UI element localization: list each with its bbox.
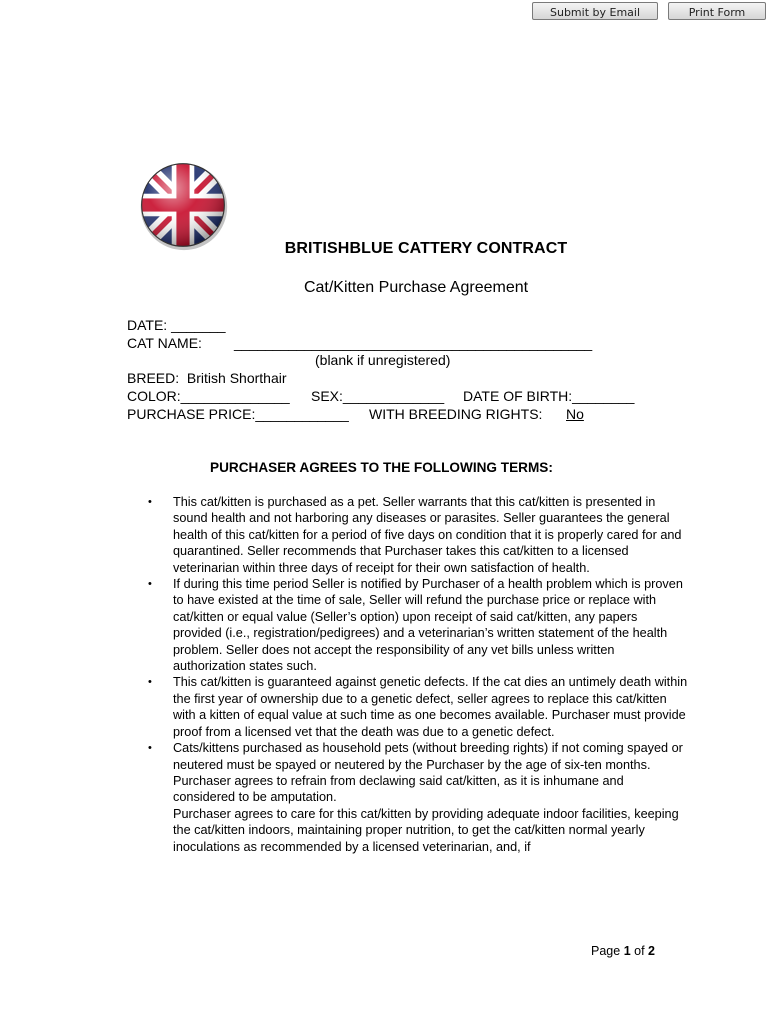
page-of: of xyxy=(634,944,645,958)
print-form-button[interactable]: Print Form xyxy=(668,2,766,20)
list-item xyxy=(148,740,688,855)
date-of-birth-field[interactable]: DATE OF BIRTH:________ xyxy=(463,388,635,404)
sex-field[interactable]: SEX:_____________ xyxy=(311,388,445,404)
document-subtitle: Cat/Kitten Purchase Agreement xyxy=(303,279,529,296)
union-jack-flag-icon xyxy=(136,158,230,252)
document-title: BRITISHBLUE CATTERY CONTRACT xyxy=(284,240,568,257)
color-field[interactable]: COLOR:______________ xyxy=(127,388,290,404)
page-number xyxy=(591,944,655,958)
cat-name-field[interactable]: ______________________________________________ xyxy=(234,335,593,351)
page-current: 1 xyxy=(623,944,631,958)
breeding-rights-label: WITH BREEDING RIGHTS: xyxy=(369,406,543,422)
breed-text: BREED: British Shorthair xyxy=(127,370,287,386)
terms-heading: PURCHASER AGREES TO THE FOLLOWING TERMS: xyxy=(210,460,553,475)
breeding-rights-value[interactable]: No xyxy=(566,406,584,422)
submit-by-email-button[interactable]: Submit by Email xyxy=(532,2,658,20)
purchase-price-field[interactable]: PURCHASE PRICE:____________ xyxy=(127,406,349,422)
page-label: Page xyxy=(591,944,621,958)
term-paragraph: Purchaser agrees to refrain from declawing said cat/kitten, as it is inhumane and considered to be amputation. xyxy=(173,773,624,805)
page-total: 2 xyxy=(648,944,655,958)
list-item xyxy=(148,674,688,740)
term-paragraph: • Cats/kittens purchased as household pets (without breeding rights) if not coming spayed or neutered must be spayed or neutered by the Purchaser by the age of six-ten months. xyxy=(173,741,683,772)
term-paragraph: • If during this time period Seller is notified by Purchaser of a health problem which is proven to have existed at the time of sale, Seller will refund the purchase price or replace with cat/kitten or equal value (Seller’s option) upon receipt of said cat/kitten, any papers provided (i.e., registration/pedigrees) and a veterinarian’s written statement of the health problem. Seller does not accept the responsibility of any vet bills unless written authorization states such. xyxy=(173,577,683,674)
terms-list xyxy=(148,494,688,855)
term-paragraph: • This cat/kitten is purchased as a pet. Seller warrants that this cat/kitten is presented in sound health and not harboring any diseases or parasites. Seller guarantees the general health of this cat/kitten for a period of five days on condition that it is properly cared for and quarantined. Seller recommends that Purchaser takes this cat/kitten to a licensed veterinarian within three days of receipt for their own satisfaction of health. xyxy=(173,495,682,575)
date-field[interactable]: DATE: _______ xyxy=(127,317,226,333)
cat-name-label: CAT NAME: xyxy=(127,335,202,351)
term-paragraph: • This cat/kitten is guaranteed against genetic defects. If the cat dies an untimely death within the first year of ownership due to a genetic defect, seller agrees to replace this cat/kitten with a kitten of equal value at such time as one becomes available. Purchaser must provide proof from a licensed vet that the death was due to a genetic defect. xyxy=(173,675,688,739)
list-item xyxy=(148,576,688,674)
cat-name-note: (blank if unregistered) xyxy=(315,352,451,368)
term-paragraph: Purchaser agrees to care for this cat/kitten by providing adequate indoor facilities, keeping the cat/kitten indoors, maintaining proper nutrition, to get the cat/kitten normal yearly inoculations as recommended by a licensed veterinarian, and, if xyxy=(173,806,679,854)
list-item xyxy=(148,494,688,576)
